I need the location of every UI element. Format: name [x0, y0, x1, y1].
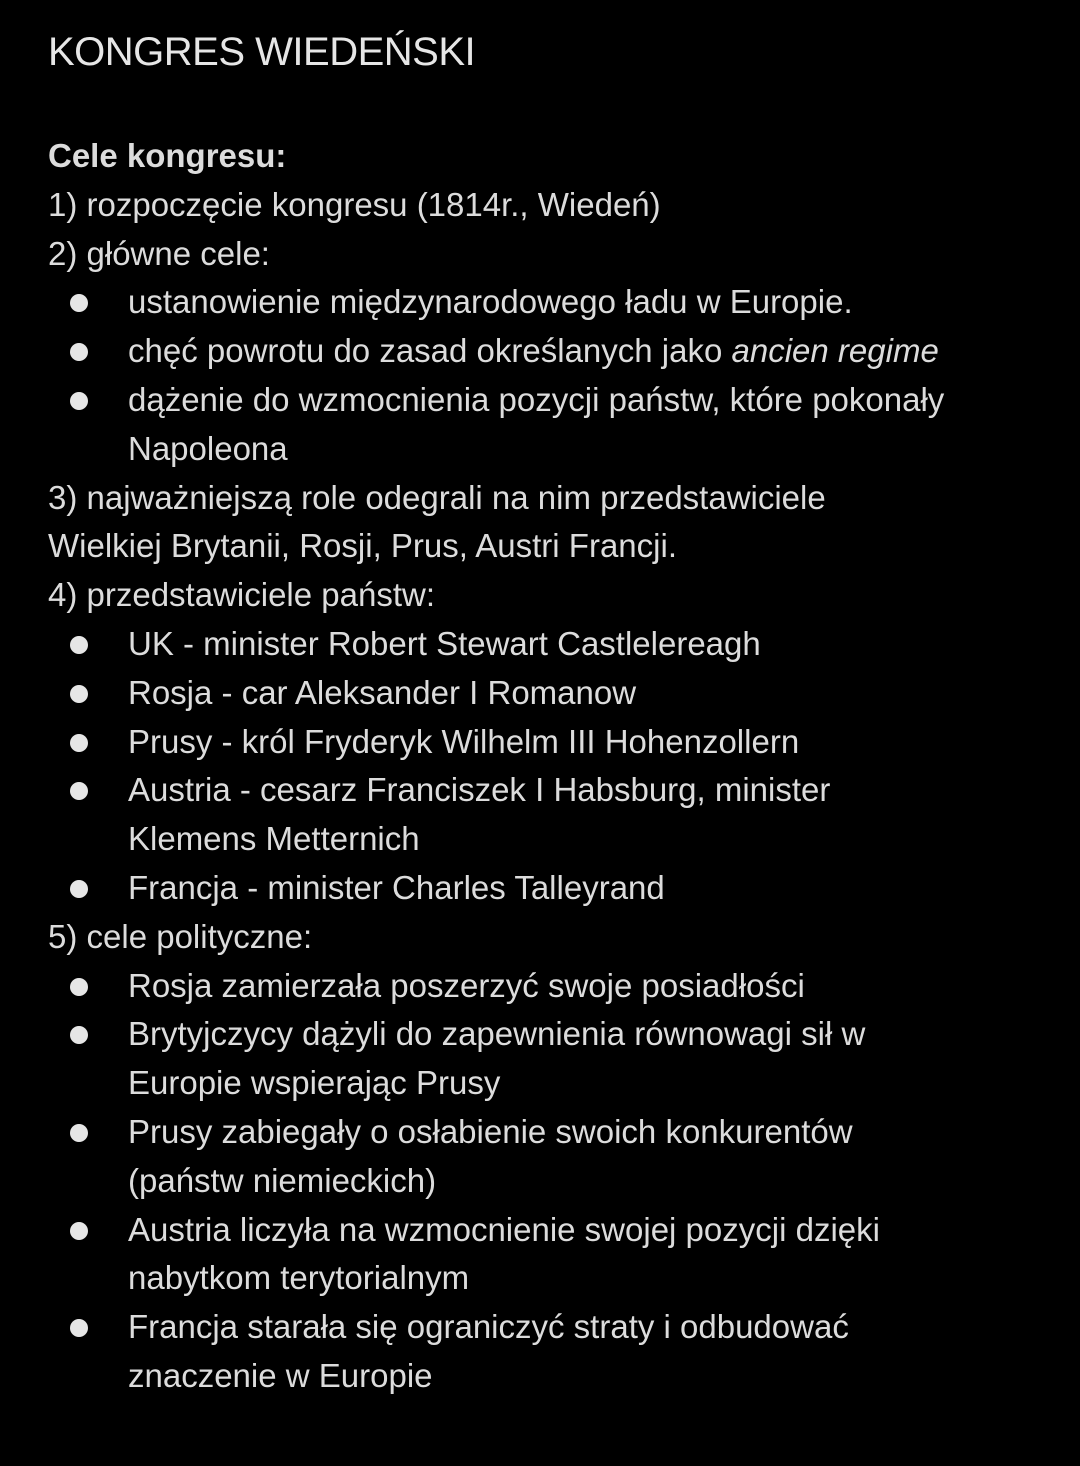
point-3-line-2: Wielkiej Brytanii, Rosji, Prus, Austri Francji. [48, 527, 677, 565]
bullet-icon [70, 978, 88, 996]
bullet-icon [70, 734, 88, 752]
bullet-icon [70, 1319, 88, 1337]
bullet-icon [70, 636, 88, 654]
section-subtitle: Cele kongresu: [48, 137, 287, 174]
point-4: 4) przedstawiciele państw: [48, 576, 436, 614]
bullet-icon [70, 392, 88, 410]
bullet-icon [70, 880, 88, 898]
bullet-icon [70, 782, 88, 800]
list-item: Francja - minister Charles Talleyrand [48, 864, 1048, 913]
list-item: UK - minister Robert Stewart Castlelereagh [48, 620, 1048, 669]
point-5: 5) cele polityczne: [48, 917, 313, 955]
bullet-icon [70, 1222, 88, 1240]
bullet-icon [70, 1026, 88, 1044]
list-item: chęć powrotu do zasad określanych jako ancien regime [48, 327, 1048, 376]
list-item: dążenie do wzmocnienia pozycji państw, które pokonały Napoleona [48, 376, 1048, 474]
representatives-list [48, 620, 1048, 913]
list-item: ustanowienie międzynarodowego ładu w Europie. [48, 278, 1048, 327]
document [48, 26, 1048, 1401]
list-item: Rosja - car Aleksander I Romanow [48, 669, 1048, 718]
list-item: Prusy - król Fryderyk Wilhelm III Hohenzollern [48, 718, 1048, 767]
goals-list [48, 278, 1048, 473]
point-2: 2) główne cele: [48, 234, 270, 272]
point-3-line-1: 3) najważniejszą role odegrali na nim przedstawiciele [48, 478, 826, 516]
list-item: Austria liczyła na wzmocnienie swojej pozycji dzięki nabytkom terytorialnym [48, 1206, 1048, 1304]
list-item: Rosja zamierzała poszerzyć swoje posiadłości [48, 962, 1048, 1011]
italic-term: ancien regime [731, 332, 939, 370]
bullet-icon [70, 1124, 88, 1142]
bullet-icon [70, 685, 88, 703]
list-item: Francja starała się ograniczyć straty i odbudować znaczenie w Europie [48, 1303, 1048, 1401]
list-item: Brytyjczycy dążyli do zapewnienia równowagi sił w Europie wspierając Prusy [48, 1010, 1048, 1108]
list-item: Austria - cesarz Franciszek I Habsburg, minister Klemens Metternich [48, 766, 1048, 864]
spacer [48, 78, 1048, 132]
point-1: 1) rozpoczęcie kongresu (1814r., Wiedeń) [48, 185, 661, 223]
list-item: Prusy zabiegały o osłabienie swoich konkurentów (państw niemieckich) [48, 1108, 1048, 1206]
page-title: KONGRES WIEDEŃSKI [48, 30, 476, 74]
bullet-icon [70, 294, 88, 312]
bullet-icon [70, 343, 88, 361]
political-goals-list [48, 962, 1048, 1401]
